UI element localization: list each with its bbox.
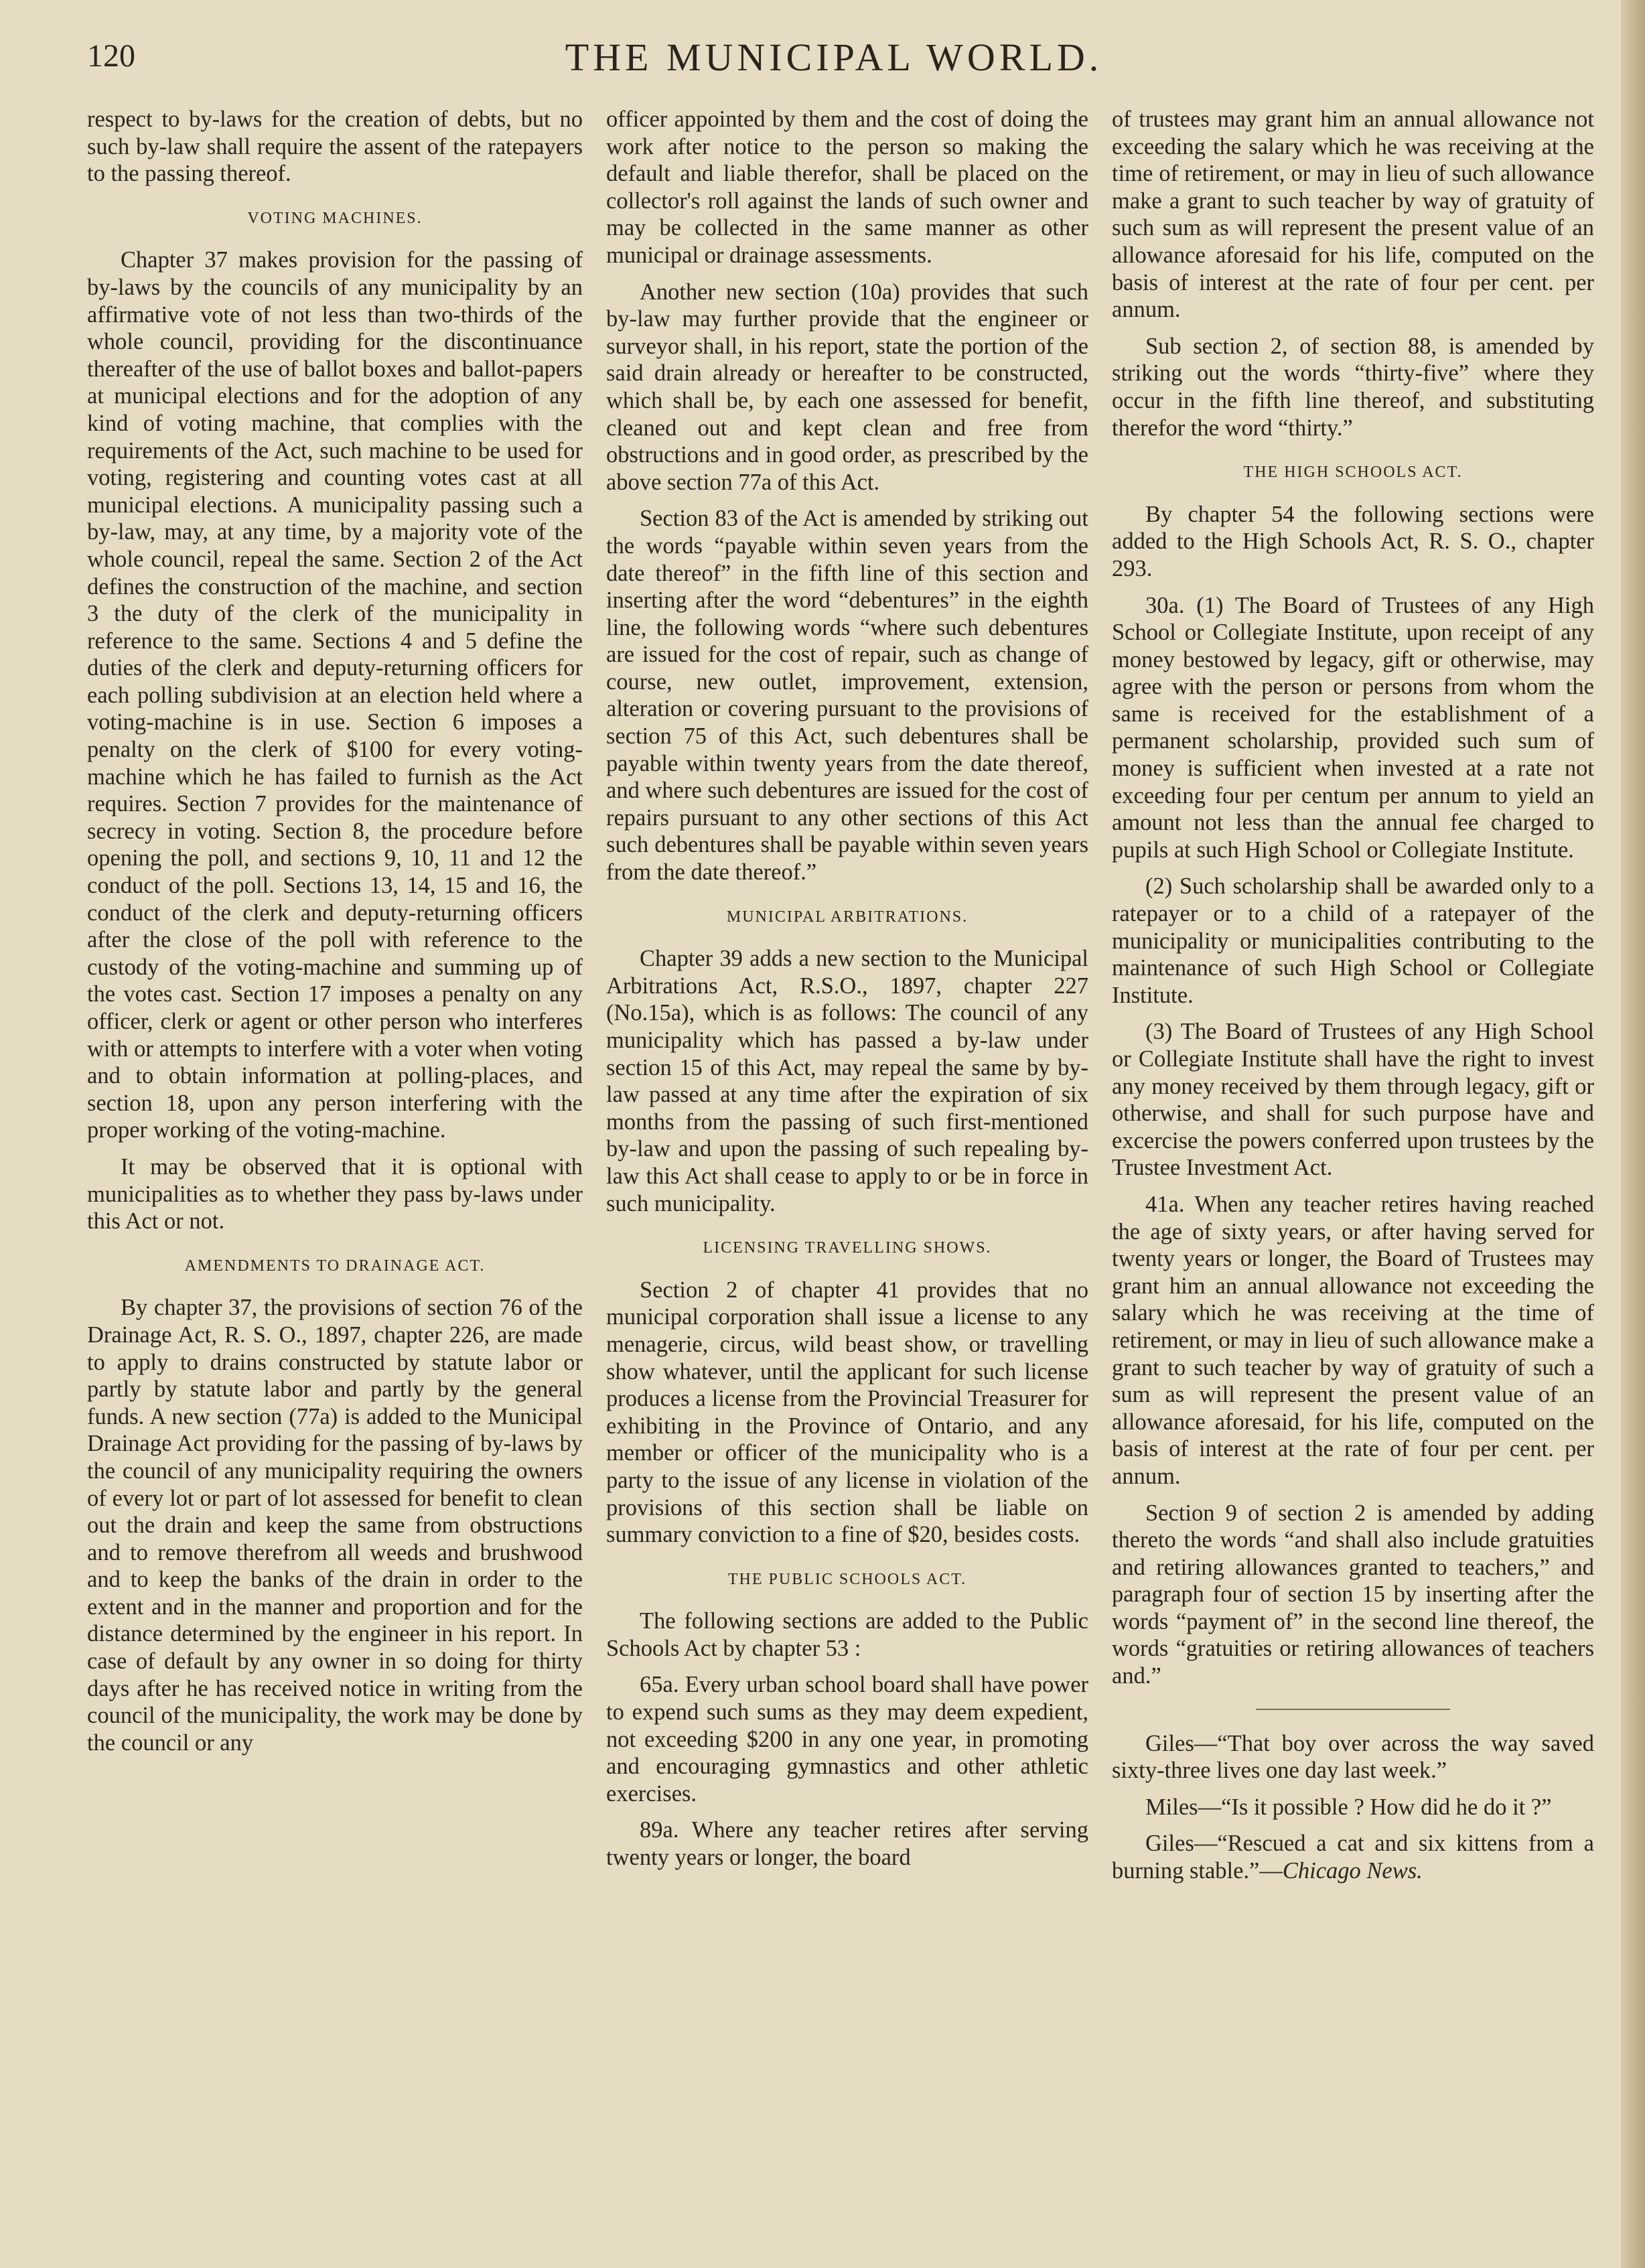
paragraph: 30a. (1) The Board of Trustees of any High School or Collegiate Institute, upon receipt of any money bestowed by legacy, gift or otherwise, may agree with the person or persons from whom the same is received for the establishment of a permanent scholarship, provided such sum of money is sufficient when invested at a rate not exceeding four per centum per annum to yield an amount not less than the annual fee charged to pupils at such High School or Collegiate Institute. bbox=[1112, 592, 1594, 863]
joke-line bbox=[1112, 1830, 1594, 1884]
column-2 bbox=[606, 106, 1088, 1881]
joke-text: Giles—“Rescued a cat and six kittens from a burning stable.”— bbox=[1112, 1831, 1594, 1884]
section-heading: LICENSING TRAVELLING SHOWS. bbox=[703, 1239, 992, 1257]
page-edge bbox=[1621, 0, 1645, 2268]
column-3 bbox=[1112, 106, 1594, 1894]
paragraph: respect to by-laws for the creation of debts, but no such by-law shall require the assent of the ratepayers to the passing thereof. bbox=[87, 107, 583, 187]
paragraph: It may be observed that it is optional with municipalities as to whether they pass by-laws under this Act or not. bbox=[87, 1153, 583, 1234]
paragraph: of trustees may grant him an annual allowance not exceeding the salary which he was receiving at the time of retirement, or may in lieu of such allowance make a grant to such teacher by way of gratuity of such sum as will represent the present value of an allowance aforesaid for his life, computed on the basis of interest at the rate of four per cent. per annum. bbox=[1112, 107, 1594, 323]
paragraph: Chapter 39 adds a new section to the Municipal Arbitrations Act, R.S.O., 1897, chapter 227 (No.15a), which is as follows: The council of any municipality which has passed a by-law under section 15 of this Act, may repeal the same by by-law passed at any time after the expiration of six months from the passing of such first-mentioned by-law and upon the passing of such repealing by-law this Act shall cease to apply to or be in force in such municipality. bbox=[606, 946, 1088, 1216]
paragraph: By chapter 37, the provisions of section 76 of the Drainage Act, R. S. O., 1897, chapter 226, are made to apply to drains constructed by statute labor or partly by statute labor and partly by the general funds. A new section (77a) is added to the Municipal Drainage Act providing for the passing of by-laws by the council of any municipality requiring the owners of every lot or part of lot assessed for benefit to clean out the drain and keep the same from obstructions and to remove therefrom all weeds and brushwood and to keep the banks of the drain in order to the extent and in the manner and proportion and for the distance determined by the engineer in his report. In case of default by any owner in so doing for thirty days after he has received notice in writing from the council of the municipality, the work may be done by the council or any bbox=[87, 1295, 583, 1756]
section-heading: AMENDMENTS TO DRAINAGE ACT. bbox=[184, 1257, 486, 1275]
paragraph: Sub section 2, of section 88, is amended by striking out the words “thirty-five” where they occur in the fifth line thereof, and substituting therefor the word “thirty.” bbox=[1112, 333, 1594, 441]
page-number: 120 bbox=[87, 38, 135, 74]
joke-line: Miles—“Is it possible ? How did he do it ?” bbox=[1145, 1794, 1552, 1820]
paragraph: Section 2 of chapter 41 provides that no municipal corporation shall issue a license to any menagerie, circus, wild beast show, or travelling show whatever, until the applicant for such license produces a license from the Provincial Treasurer for exhibiting in the Province of Ontario, and any member or officer of the municipality who is a party to the issue of any license in violation of the provisions of this section shall be liable on summary conviction to a fine of $20, besides costs. bbox=[606, 1277, 1088, 1548]
section-heading: VOTING MACHINES. bbox=[247, 209, 423, 227]
paragraph: 41a. When any teacher retires having reached the age of sixty years, or after having served for twenty years or longer, the Board of Trustees may grant him an annual allowance not exceeding the salary which he was receiving at the time of retirement, or may in lieu of such allowance make a grant to such teacher by way of gratuity of such a sum as will represent the present value of an allowance aforesaid, for his life, computed on the basis of interest at the rate of four per cent. per annum. bbox=[1112, 1191, 1594, 1489]
page-header bbox=[87, 35, 1581, 82]
paragraph: Chapter 37 makes provision for the passing of by-laws by the councils of any municipality by an affirmative vote of not less than two-thirds of the whole council, providing for the discontinuance thereafter of the use of ballot boxes and ballot-papers at municipal elections and for the adoption of any kind of voting machine, that complies with the requirements of the Act, such machine to be used for voting, registering and counting votes cast at all municipal elections. A municipality passing such a by-law, may, at any time, by a majority vote of the whole council, repeal the same. Section 2 of the Act defines the construction of the machine, and section 3 the duty of the clerk of the municipality in reference to the same. Sections 4 and 5 define the duties of the clerk and deputy-returning officers for each polling subdivision at an election held where a voting-machine is in use. Section 6 imposes a penalty on the clerk of $100 for every voting-machine which he has failed to furnish as the Act requires. Section 7 provides for the maintenance of secrecy in voting. Section 8, the procedure before opening the poll, and sections 9, 10, 11 and 12 the conduct of the poll. Sections 13, 14, 15 and 16, the conduct of the clerk and deputy-returning officers after the close of the poll with reference to the custody of the voting-machine and summing up of the votes cast. Section 17 imposes a penalty on any officer, clerk or agent or other person who interferes with or attempts to interfere with a voter when voting and to obtain information at polling-places, and section 18, upon any person interfering with the proper working of the voting-machine. bbox=[87, 247, 583, 1143]
joke-source: Chicago News. bbox=[1282, 1858, 1423, 1884]
paragraph: The following sections are added to the Public Schools Act by chapter 53 : bbox=[606, 1608, 1088, 1661]
paragraph: (2) Such scholarship shall be awarded only to a ratepayer or to a child of a ratepayer of the municipality or municipalities contributing to the maintenance of such High School or Collegiate Institute. bbox=[1112, 873, 1594, 1008]
paragraph: 65a. Every urban school board shall have power to expend such sums as they may deem expedient, not exceeding $200 in any one year, in promoting and encouraging gymnastics and other athletic exercises. bbox=[606, 1672, 1088, 1806]
masthead-title: THE MUNICIPAL WORLD. bbox=[565, 36, 1103, 79]
paragraph: Section 83 of the Act is amended by striking out the words “payable within seven years from the date thereof” in the fifth line of this section and inserting after the word “debentures” in the eighth line, the following words “where such debentures are issued for the cost of repair, such as change of course, new outlet, improvement, extension, alteration or covering pursuant to the provisions of section 75 of this Act, such debentures shall be payable within twenty years from the date thereof, and where such debentures are issued for the cost of repairs pursuant to any other sections of this Act such debentures shall be payable within seven years from the date thereof.” bbox=[606, 506, 1088, 885]
divider-rule bbox=[1256, 1709, 1450, 1710]
section-heading: THE HIGH SCHOOLS ACT. bbox=[1243, 464, 1463, 482]
joke-line: Giles—“That boy over across the way saved sixty-three lives one day last week.” bbox=[1112, 1730, 1594, 1784]
section-heading: MUNICIPAL ARBITRATIONS. bbox=[726, 908, 969, 926]
paragraph: officer appointed by them and the cost of doing the work after notice to the person so making the default and liable therefor, shall be placed on the collector's roll against the lands of such owner and may be collected in the same manner as other municipal or drainage assessments. bbox=[606, 107, 1088, 268]
section-heading: THE PUBLIC SCHOOLS ACT. bbox=[727, 1570, 967, 1588]
column-1 bbox=[87, 106, 583, 1766]
paragraph: (3) The Board of Trustees of any High School or Collegiate Institute shall have the right to invest any money received by them through legacy, gift or otherwise, and shall for such purpose have and excercise the powers conferred upon trustees by the Trustee Investment Act. bbox=[1112, 1019, 1594, 1181]
paragraph: Section 9 of section 2 is amended by adding thereto the words “and shall also include gratuities and retiring allowances granted to teachers,” and paragraph four of section 15 by inserting after the words “payment of” in the second line thereof, the words “gratuities or retiring allowances of teachers and.” bbox=[1112, 1500, 1594, 1689]
paragraph: By chapter 54 the following sections were added to the High Schools Act, R. S. O., chapter 293. bbox=[1112, 501, 1594, 581]
paragraph: 89a. Where any teacher retires after serving twenty years or longer, the board bbox=[606, 1817, 1088, 1871]
paragraph: Another new section (10a) provides that such by-law may further provide that the engineer or surveyor shall, in his report, state the portion of the said drain already or hereafter to be constructed, which shall be, by each one assessed for benefit, cleaned out and kept clean and free from obstructions and in good order, as prescribed by the above section 77a of this Act. bbox=[606, 279, 1088, 495]
